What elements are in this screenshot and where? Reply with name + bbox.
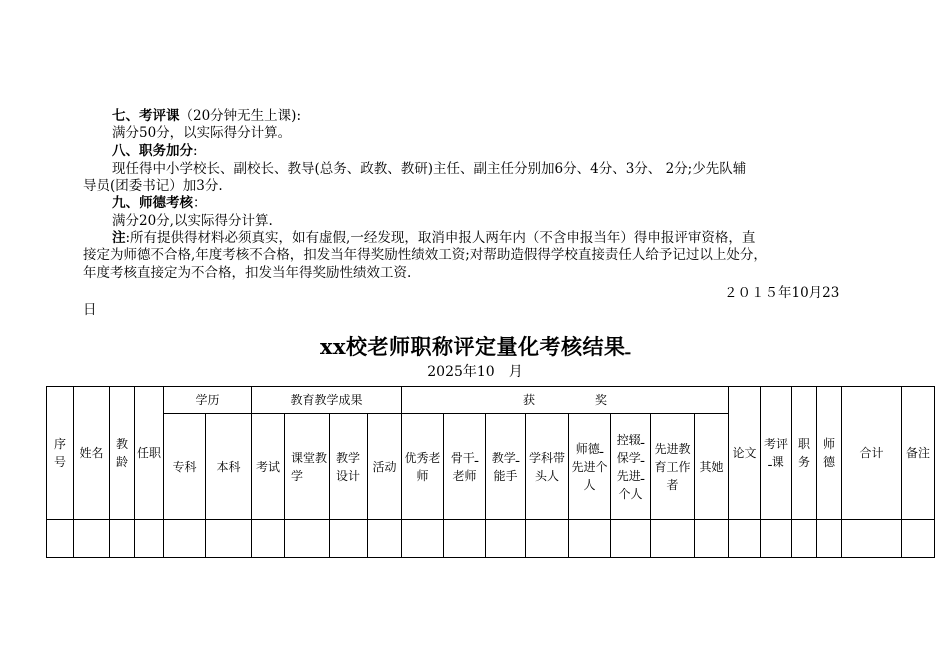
table-cell[interactable] — [368, 520, 402, 558]
col-kaoshi: 考试 — [252, 414, 285, 520]
table-cell[interactable] — [330, 520, 368, 558]
col-lunwen: 论文 — [729, 387, 761, 520]
col-shide: 师德 — [817, 387, 842, 520]
col-youxiu: 优秀老师 — [402, 414, 444, 520]
table-cell[interactable] — [569, 520, 611, 558]
table-cell[interactable] — [729, 520, 761, 558]
table-cell[interactable] — [526, 520, 569, 558]
table-cell[interactable] — [761, 520, 792, 558]
page-subtitle: 2025年10 月 — [427, 364, 523, 380]
col-xuhao: 序号 — [47, 387, 74, 520]
table-cell[interactable] — [285, 520, 330, 558]
section-text: 导员(团委书记）加3分. — [83, 178, 223, 194]
page-title: xx校老师职称评定量化考核结果ـ — [320, 334, 630, 359]
table-cell[interactable] — [486, 520, 526, 558]
col-qita: 其她 — [695, 414, 729, 520]
group-huojiang: 获 奖 — [402, 387, 729, 414]
col-gugan: 骨干ـ老师 — [444, 414, 486, 520]
col-sheji: 教学设计 — [330, 414, 368, 520]
col-renzhi: 任职 — [135, 387, 164, 520]
col-kaoping: 考评ـ课 — [761, 387, 792, 520]
table-cell[interactable] — [842, 520, 902, 558]
table-cell[interactable] — [902, 520, 935, 558]
section-text: 现任得中小学校长、副校长、教导(总务、政教、教研)主任、副主任分别加6分、4分、3分、 2分;少先队辅 — [112, 161, 747, 177]
assessment-table — [46, 386, 935, 558]
col-heji: 合计 — [842, 387, 902, 520]
section-heading-8: 八、职务加分: — [112, 143, 198, 159]
table-cell[interactable] — [110, 520, 135, 558]
col-benke: 本科 — [206, 414, 252, 520]
table-row — [47, 520, 935, 558]
table-cell[interactable] — [651, 520, 695, 558]
col-shide-xianjin: 师德ـ先进个人 — [569, 414, 611, 520]
col-xingming: 姓名 — [74, 387, 110, 520]
date-day: 日 — [83, 302, 97, 318]
table-cell[interactable] — [444, 520, 486, 558]
col-zhiwu: 职务 — [792, 387, 817, 520]
table-cell[interactable] — [817, 520, 842, 558]
col-zhuanke: 专科 — [164, 414, 206, 520]
table-cell[interactable] — [47, 520, 74, 558]
col-jiaoling: 教龄 — [110, 387, 135, 520]
table-cell[interactable] — [402, 520, 444, 558]
table-cell[interactable] — [252, 520, 285, 558]
section-text: 满分50分，以实际得分计算。 — [112, 125, 292, 141]
col-daitouren: 学科带头人 — [526, 414, 569, 520]
note-line: 注:所有提供得材料必须真实，如有虚假,一经发现，取消申报人两年内（不含申报当年）得申报评审资格，直 — [112, 230, 756, 246]
col-nengshou: 教学ـ能手 — [486, 414, 526, 520]
col-ketang: 课堂教学 — [285, 414, 330, 520]
note-text: 年度考核直接定为不合格，扣发当年得奖励性绩效工资. — [83, 265, 412, 281]
header-row-groups — [47, 387, 935, 414]
table-cell[interactable] — [206, 520, 252, 558]
col-beizhu: 备注 — [902, 387, 935, 520]
section-heading-9: 九、师德考核： — [112, 195, 207, 211]
section-heading-7: 七、考评课（20分钟无生上课): — [112, 108, 301, 124]
group-jiaoxue: 教育教学成果 — [252, 387, 402, 414]
note-text: 接定为师德不合格,年度考核不合格，扣发当年得奖励性绩效工资;对帮助造假得学校直接责任人给予记过以上处分， — [83, 247, 767, 263]
table-cell[interactable] — [792, 520, 817, 558]
col-huodong: 活动 — [368, 414, 402, 520]
table-cell[interactable] — [164, 520, 206, 558]
date-line: ２０１５年10月23 — [724, 285, 840, 301]
col-xianjin-gongzuozhe: 先进教育工作者 — [651, 414, 695, 520]
table-cell[interactable] — [611, 520, 651, 558]
table-cell[interactable] — [695, 520, 729, 558]
table-cell[interactable] — [74, 520, 110, 558]
group-xueli: 学历 — [164, 387, 252, 414]
table-cell[interactable] — [135, 520, 164, 558]
title-symbol: ـ — [625, 340, 630, 358]
section-text: 满分20分,以实际得分计算. — [112, 213, 273, 229]
col-kongchuo: 控辍ـ保学ـ先进ـ个人 — [611, 414, 651, 520]
